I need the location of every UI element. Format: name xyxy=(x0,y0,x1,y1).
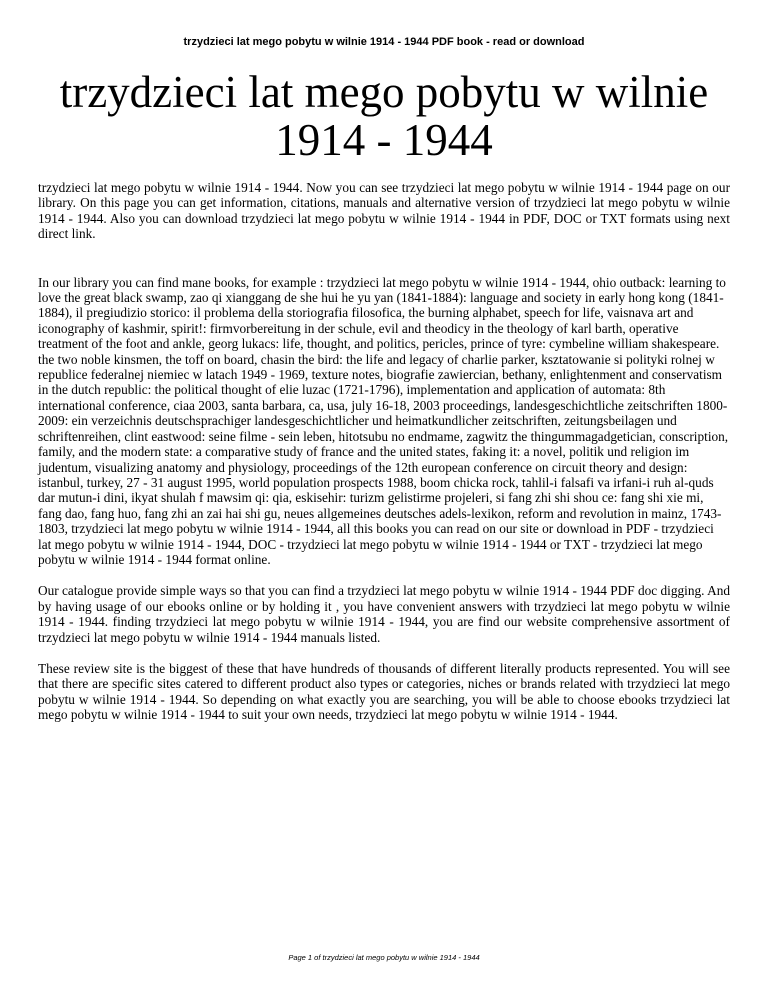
catalogue-paragraph: Our catalogue provide simple ways so that you can find a trzydzieci lat mego pobytu w wilnie 1914 - 1944 PDF doc digging. And by having usage of our ebooks online or by holding it , you have convenient answers with trzydzieci lat mego pobytu w wilnie 1914 - 1944. finding trzydzieci lat mego pobytu w wilnie 1914 - 1944, you are find our website comprehensive assortment of trzydzieci lat mego pobytu w wilnie 1914 - 1944 manuals listed. xyxy=(38,583,730,645)
review-paragraph: These review site is the biggest of these that have hundreds of thousands of different literally products represented. You will see that there are specific sites catered to different product also types or categories, niches or brands related with trzydzieci lat mego pobytu w wilnie 1914 - 1944. So depending on what exactly you are searching, you will be able to choose ebooks trzydzieci lat mego pobytu w wilnie 1914 - 1944 to suit your own needs, trzydzieci lat mego pobytu w wilnie 1914 - 1944. xyxy=(38,660,730,723)
intro-paragraph: trzydzieci lat mego pobytu w wilnie 1914 - 1944. Now you can see trzydzieci lat mego pobytu w wilnie 1914 - 1944 page on our library. On this page you can get information, citations, manuals and alternative version of trzydzieci lat mego pobytu w wilnie 1914 - 1944. Also you can download trzydzieci lat mego pobytu w wilnie 1914 - 1944 in PDF, DOC or TXT formats using next direct link. xyxy=(38,180,730,242)
page-header: trzydzieci lat mego pobytu w wilnie 1914 - 1944 PDF book - read or download xyxy=(183,36,585,48)
page-title: trzydzieci lat mego pobytu w wilnie 1914 - 1944 xyxy=(59,67,709,165)
books-list-paragraph: In our library you can find mane books, for example : trzydzieci lat mego pobytu w wilnie 1914 - 1944, ohio outback: learning to love the great black swamp, zao qi xianggang de she hui he yu yan (1841-1884): language and society in early hong kong (1841-1884), il pregiudizio storico: il problema della storiografia filosofica, the burning alphabet, speech for life, vaisnava art and iconography of kashmir, spirit!: firmvorbereitung in der schule, evil and theodicy in the theology of karl barth, operative treatment of the foot and ankle, georg lukacs: life, thought, and politics, pericles, prince of tyre: cymbeline william shakespeare. the two noble kinsmen, the toff on board, chasin the bird: the life and legacy of charlie parker, ksztatowanie si polityki rolnej w republice federalnej niemiec w latach 1949 - 1969, texture notes, biografie zawiercian, bethany, enlightenment and conservatism in the dutch republic: the political thought of elie luzac (1721-1796), implementation and application of automata: 8th international conference, ciaa 2003, santa barbara, ca, usa, july 16-18, 2003 proceedings, landesgeschichtliche zeitschriften 1800-2009: ein verzeichnis deutschsprachiger landesgeschichtlicher und heimatkundlicher zeitschriften, zeitungsbeilagen und schriftenreihen, clint eastwood: seine filme - sein leben, hitotsubu no endmame, zagwitz the thingummagadgetician, conscription, family, and the modern state: a comparative study of france and the united states, faking it: a novel, politik und religion im judentum, visualizing anatomy and physiology, proceedings of the 12th european conference on circuit theory and design: istanbul, turkey, 27 - 31 august 1995, world population prospects 1988, boom chicka rock, tahlil-i falsafi va irfani-i ruh al-quds dar mutun-i dini, ikyat shulah f mawsim qi: qia, eskisehir: turizm gelistirme projeleri, si fang zhi shi shou ce: fang shi xie mi, fang dao, fang huo, fang zhi an zai hai shi gu, neues allgemeines deutsches adels-lexikon, reform and revolution in mainz, 1743-1803, trzydzieci lat mego pobytu w wilnie 1914 - 1944, all this books you can read on our site or download in PDF - trzydzieci lat mego pobytu w wilnie 1914 - 1944, DOC - trzydzieci lat mego pobytu w wilnie 1914 - 1944 or TXT - trzydzieci lat mego pobytu w wilnie 1914 - 1944 format online. xyxy=(38,274,729,567)
document-body xyxy=(38,180,730,723)
page-footer: Page 1 of trzydzieci lat mego pobytu w wilnie 1914 - 1944 xyxy=(288,953,480,962)
